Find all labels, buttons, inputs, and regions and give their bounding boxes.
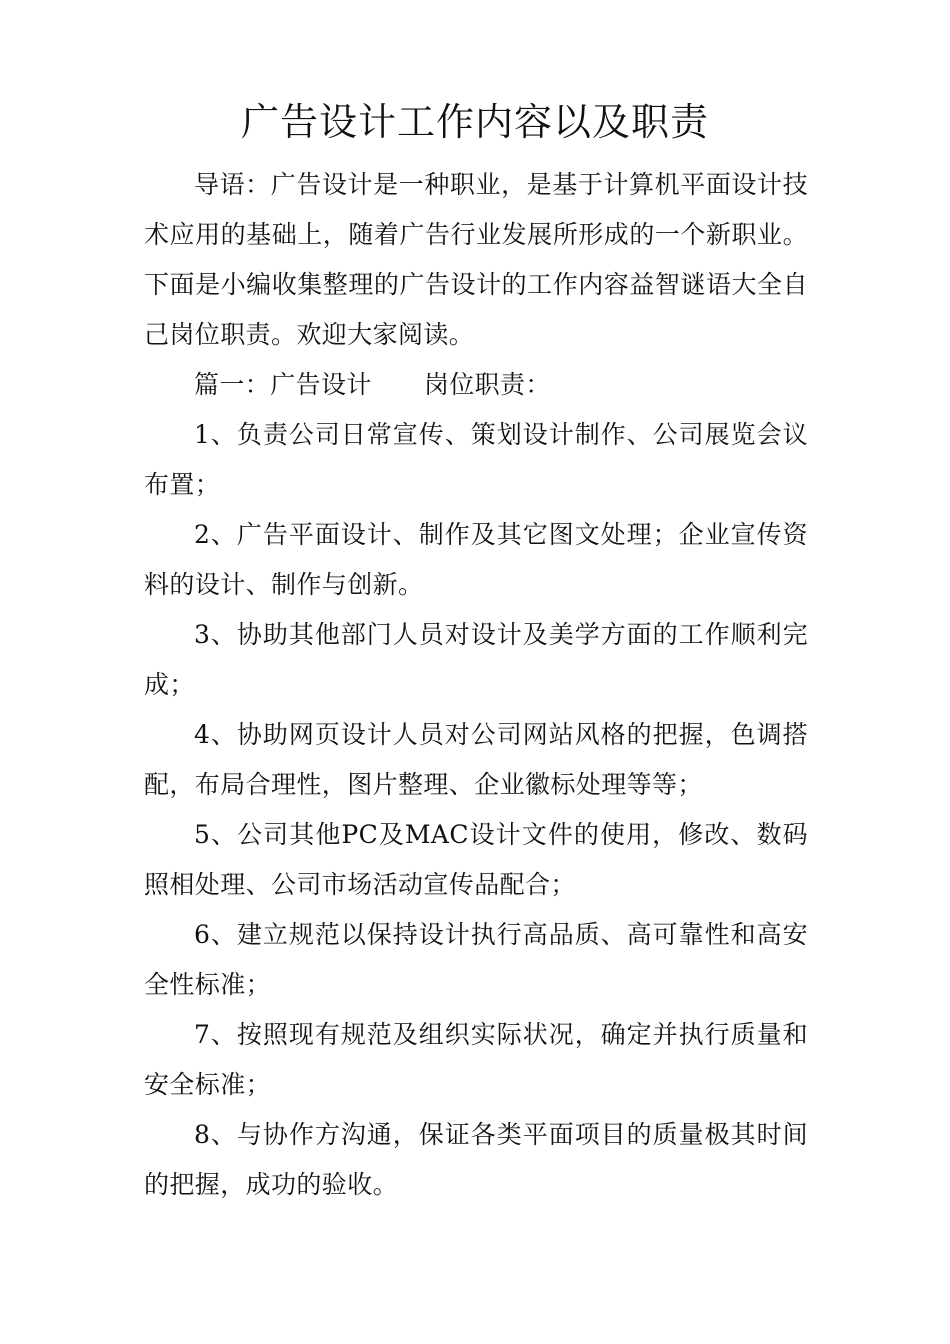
intro-paragraph: 导语：广告设计是一种职业，是基于计算机平面设计技术应用的基础上，随着广告行业发展所形成的一个新职业。下面是小编收集整理的广告设计的工作内容益智谜语大全自己岗位职责。欢迎大家阅读。 [144, 170, 808, 349]
section-label: 篇一：广告设计 [194, 370, 372, 399]
duty-item-5: 5、公司其他PC及MAC设计文件的使用，修改、数码照相处理、公司市场活动宣传品配合； [144, 820, 808, 899]
document-title: 广告设计工作内容以及职责 [240, 100, 709, 144]
duty-item-1: 1、负责公司日常宣传、策划设计制作、公司展览会议布置； [144, 420, 808, 499]
duty-item-2: 2、广告平面设计、制作及其它图文处理；企业宣传资料的设计、制作与创新。 [144, 520, 808, 599]
document-body [144, 160, 808, 1210]
duty-item-3: 3、协助其他部门人员对设计及美学方面的工作顺利完成； [144, 620, 808, 699]
section-suffix: 岗位职责： [423, 370, 551, 399]
duty-item-4: 4、协助网页设计人员对公司网站风格的把握，色调搭配，布局合理性，图片整理、企业徽标处理等等； [144, 720, 808, 799]
section-heading [144, 360, 808, 410]
duty-item-6: 6、建立规范以保持设计执行高品质、高可靠性和高安全性标准； [144, 920, 808, 999]
duty-item-8: 8、与协作方沟通，保证各类平面项目的质量极其时间的把握，成功的验收。 [144, 1120, 808, 1199]
duty-item-7: 7、按照现有规范及组织实际状况，确定并执行质量和安全标准； [144, 1020, 808, 1099]
